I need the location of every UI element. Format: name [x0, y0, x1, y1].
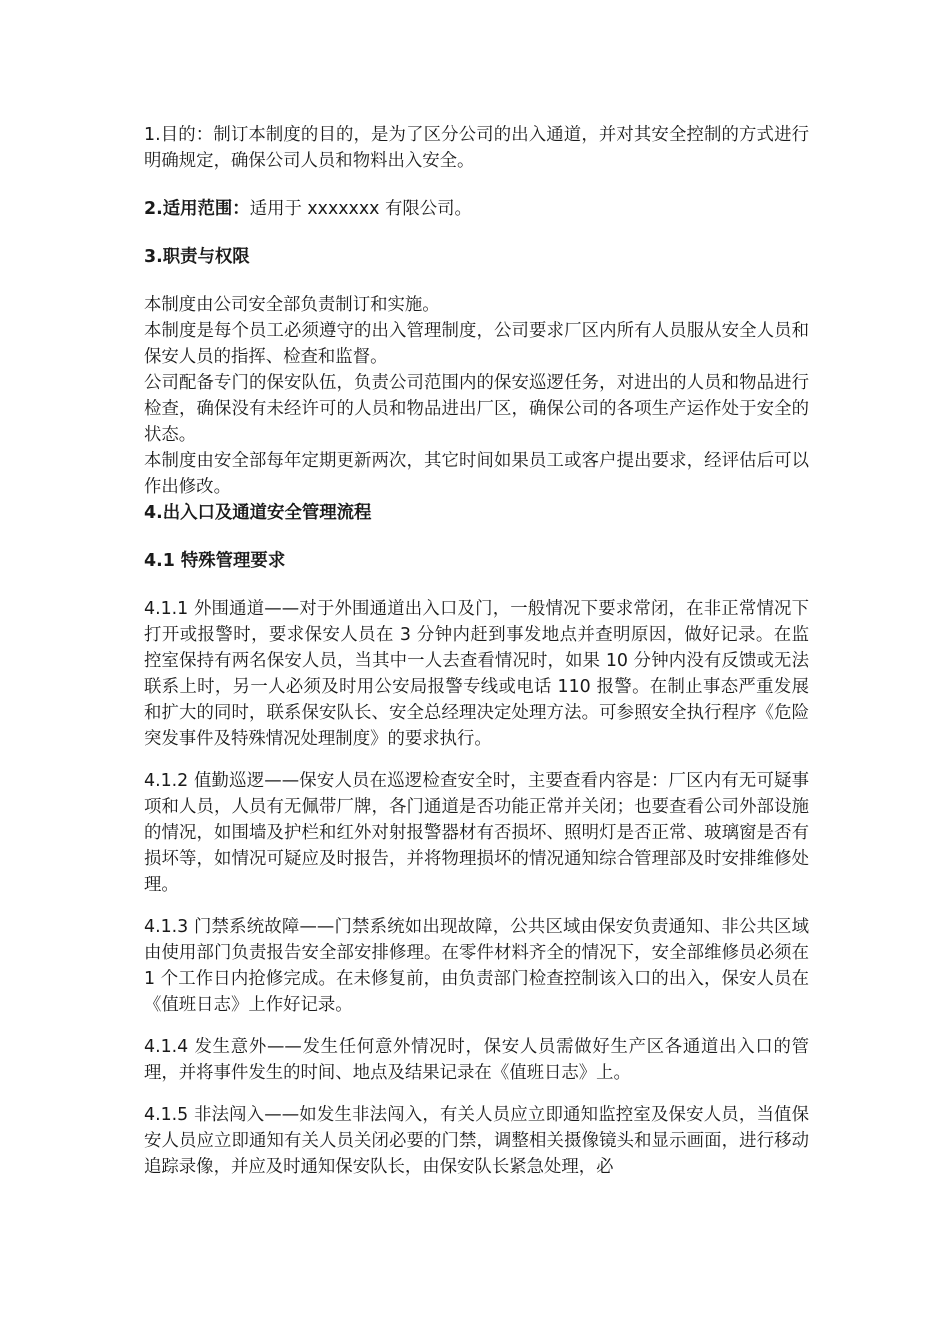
purpose-label: 1.目的：: [144, 125, 214, 145]
item-4-1-1: 4.1.1 外围通道——对于外围通道出入口及门，一般情况下要求常闭，在非正常情况下打开或报警时，要求保安人员在 3 分钟内赶到事发地点并查明原因，做好记录。在监控室保持有两名保安人员，当其中一人去查看情况时，如果 10 分钟内没有反馈或无法联系上时，另一人必须及时用公安局报警专线或电话 110 报警。在制止事态严重发展和扩大的同时，联系保安队长、安全总经理决定处理方法。可参照安全执行程序《危险突发事件及特殊情况处理制度》的要求执行。: [144, 599, 809, 749]
section-3-body: [144, 292, 809, 500]
document-page: [144, 122, 809, 1180]
item-4-1-3: 4.1.3 门禁系统故障——门禁系统如出现故障，公共区域由保安负责通知、非公共区域由使用部门负责报告安全部安排修理。在零件材料齐全的情况下，安全部维修员必须在 1 个工作日内抢修完成。在未修复前，由负责部门检查控制该入口的出入，保安人员在《值班日志》上作好记录。: [144, 917, 809, 1015]
section-3-paragraph: 公司配备专门的保安队伍，负责公司范围内的保安巡逻任务，对进出的人员和物品进行检查，确保没有未经许可的人员和物品进出厂区，确保公司的各项生产运作处于安全的状态。: [144, 373, 809, 445]
item-4-1-2: 4.1.2 值勤巡逻——保安人员在巡逻检查安全时，主要查看内容是：厂区内有无可疑事项和人员，人员有无佩带厂牌，各门通道是否功能正常并关闭；也要查看公司外部设施的情况，如围墙及护栏和红外对射报警器材有否损坏、照明灯是否正常、玻璃窗是否有损坏等，如情况可疑应及时报告，并将物理损坏的情况通知综合管理部及时安排维修处理。: [144, 771, 809, 895]
section-4-heading: 4.出入口及通道安全管理流程: [144, 503, 372, 523]
section-3-paragraph: 本制度由公司安全部负责制订和实施。: [144, 295, 440, 315]
section-3-paragraph: 本制度是每个员工必须遵守的出入管理制度，公司要求厂区内所有人员服从安全人员和保安人员的指挥、检查和监督。: [144, 321, 809, 367]
section-3-paragraph: 本制度由安全部每年定期更新两次，其它时间如果员工或客户提出要求，经评估后可以作出修改。: [144, 451, 809, 497]
section-3-heading: 3.职责与权限: [144, 247, 250, 267]
purpose-paragraph: [144, 122, 809, 174]
scope-paragraph: [144, 196, 809, 222]
item-4-1-4: 4.1.4 发生意外——发生任何意外情况时，保安人员需做好生产区各通道出入口的管理，并将事件发生的时间、地点及结果记录在《值班日志》上。: [144, 1037, 809, 1083]
scope-text: 适用于 xxxxxxx 有限公司。: [249, 199, 472, 219]
scope-label: 2.适用范围：: [144, 199, 250, 219]
item-4-1-5: 4.1.5 非法闯入——如发生非法闯入，有关人员应立即通知监控室及保安人员，当值保安人员应立即通知有关人员关闭必要的门禁，调整相关摄像镜头和显示画面，进行移动追踪录像，并应及时通知保安队长，由保安队长紧急处理，必: [144, 1105, 809, 1177]
purpose-text: 制订本制度的目的，是为了区分公司的出入通道，并对其安全控制的方式进行明确规定，确保公司人员和物料出入安全。: [144, 125, 810, 171]
section-4-1-heading: 4.1 特殊管理要求: [144, 551, 286, 571]
